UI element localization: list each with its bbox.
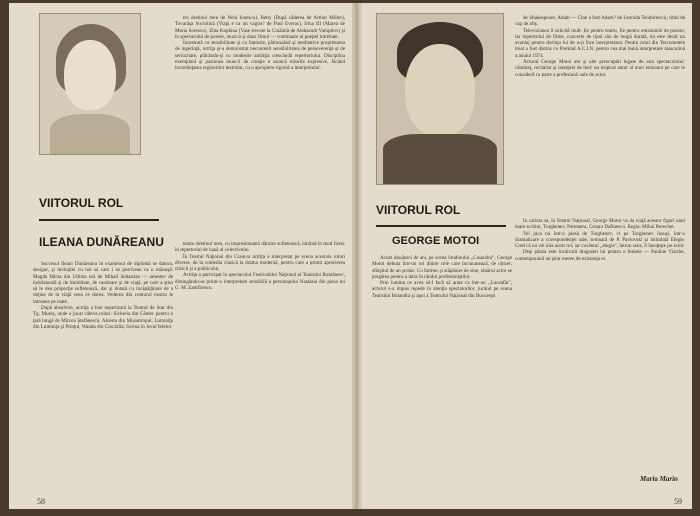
actor-portrait-photo — [376, 13, 504, 185]
paragraph: În cariera sa, la Teatrul Naţional, George Motoi va da viaţă acestor figuri unui mare scriitor, Turghenev, Partenera, Cezara Dafinescu. Regia: Mihai Berechet. — [515, 218, 685, 231]
magazine-spread — [9, 3, 692, 509]
actress-portrait-photo — [39, 13, 141, 155]
right-page — [362, 3, 692, 509]
right-column-bottom-left — [372, 255, 512, 491]
paragraph: Vei juca nu într-o piesă de Turghenev, ci pe Turghenev însuşi, într-o dramatizare a corespondenţei sale, semnată de P. Pavlovski şi intitulată Elegie. Cred că nu vei uita acest rol; iar cuvântul ,,elegie", întrun sens, îl însoţeşte pe actor. — [515, 230, 685, 250]
heading-divider — [39, 219, 159, 221]
left-page — [9, 3, 352, 509]
page-number: 58 — [37, 497, 45, 506]
left-column-bottom-right — [175, 241, 345, 491]
paragraph: În Teatrul Naţional din Craiova actriţa a interpretat pe scena acestuia roluri diverse, de la comedia clasică la drama modernă, pentru care a primit aprecierea criticii şi a publicului. — [175, 253, 345, 273]
actor-name: ILEANA DUNĂREANU — [39, 235, 164, 249]
section-label: VIITORUL ROL — [39, 196, 124, 210]
left-column-bottom-left — [33, 261, 173, 491]
right-column-top — [515, 15, 685, 213]
paragraph: Televiziunea îl solicită mult: fie pentru teatru, fie pentru emisiunile de poezie; iar repertoriul de filme, concerte de tipul său de lungă durată, nu este decât un avantaj pentru dorinţa lui de a-şi face interpretarea. Pentru rolul din Tercumetele ireal a fost distins cu Premiul A.C.I.N. pentru cea mai bună interpretare masculină a anului 1974. — [515, 27, 685, 59]
paragraph: de Shakespeare; Adam — Cine a fost Adam? de Leonida Teodorescu), titlul de cap de afiş. — [515, 15, 685, 28]
left-column-top — [175, 15, 345, 235]
article-author: Maria Marin — [640, 475, 678, 483]
actor-name: GEORGE MOTOI — [392, 235, 480, 247]
paragraph: Succesul Ileani Dunăreanu în examenul de diplomă se datora, desigur, şi invitaţiei cu noi să care i se potriveau ca o mănuşă: Magda Mirza din Ultima oră de Mihail Sebastian — amestec de îndrăzneală şi de timiditate, de candoare şi de viaţă, pe care a ştiut să le dea proporţie sufletească, dar şi dotată cu încăpăţânare de a obţine de la viaţă ceea ce dorea. Vederea din conturul nostru le întrunea pe toate. — [33, 261, 173, 305]
paragraph: Prin lumina ce avea să-l facă să arate ca într-un ,,Luceafăr", actorul s-a impus repede în atenţia spectatorilor, jucând pe scena Teatrului Bulandra şi apoi a Teatrului Naţional din Bucureşti. — [372, 280, 512, 299]
paragraph: teatru destinul meu, cu impresionantă dăruire sufletească, intrând în mod firesc în repertoriul de bază al colectivului. — [175, 241, 345, 254]
paragraph: Deşi pânza este încărcată dragostei lui pentru o femeie — Pauline Viardot, contemporanii au ştiut mereu de existenţa ei. — [515, 249, 685, 262]
paragraph: Acum douăzeci de ani, pe scena Studioului ,,Casandra", George Motoi debuta într-un rol dintre cele care încununează, de obicei, sfârşitul de an şcolar: Cu farmec şi stăpânire de sine, tânărul actor se pregătea pentru a intra în rândul profesioniştilor. — [372, 255, 512, 280]
section-label: VIITORUL ROL — [376, 203, 461, 217]
paragraph: După absolvire, actriţa a fost repartizată la Teatrul de Stat din Tg. Mureş, unde a jucat câteva roluri: Sicheria din Cântec pentru o ţară lungă de Mircea Ştefănescu, Alcesta din Misantropul, Luminiţa din Luminiţa şi Prinţul, Wanda din Ciocârlia; Sorina în Jocul Ielelor. — [33, 305, 173, 330]
page-number: 59 — [674, 497, 682, 506]
book-gutter — [352, 3, 362, 509]
right-column-bottom-right — [515, 218, 685, 468]
paragraph: Actorul George Motoi are şi alte preocupări legate de arta spectacolului: cântăreţ, recitalist şi interpret de lied: un inspirat autor al unor emisiuni pe care le consideră ca parte a profesiunii sale de actor. — [515, 59, 685, 78]
paragraph: Înzestrată cu sensibilitate şi cu fantezie, pătrunzând şi meditative proprietatea de ingerinţă, actriţa şi-a demonstrat necontenit sensibilitatea de perseverenţă şi de seriozitate, plăcându-şi cu modestie ambiţia crescândă repertoriului. Disciplina exemplară şi pasiunea muncii de creaţie o aruncă rolurile expresive, făcând încredinţarea regizorilor teatrului, cu o apropiere rigorsă a interpretului. — [175, 40, 345, 72]
paragraph: Actriţa a participat la spectacolul Festivalului Naţional al Teatrului Românesc, distingându-se printr-o interpretare sensibilă a personajului Nastasia din piesa lui G. M. Zamfirescu. — [175, 272, 345, 292]
paragraph: tru destinul meu de Nela Ionescu), Betty (După căderea de Arthur Miller), Tovarăşa Sociolină (Viaţa e ca un vagon? de Paul Everac), Irina III (Marea de Maria Sorescu), Zina Kopkina (Vase trecute la Cinămiă de Aleksandr Vampilov) şi în spectacolul de poezie, muzică şi dans Omul — continuare al poeţiei întrebate. — [175, 15, 345, 40]
heading-divider — [376, 225, 506, 227]
